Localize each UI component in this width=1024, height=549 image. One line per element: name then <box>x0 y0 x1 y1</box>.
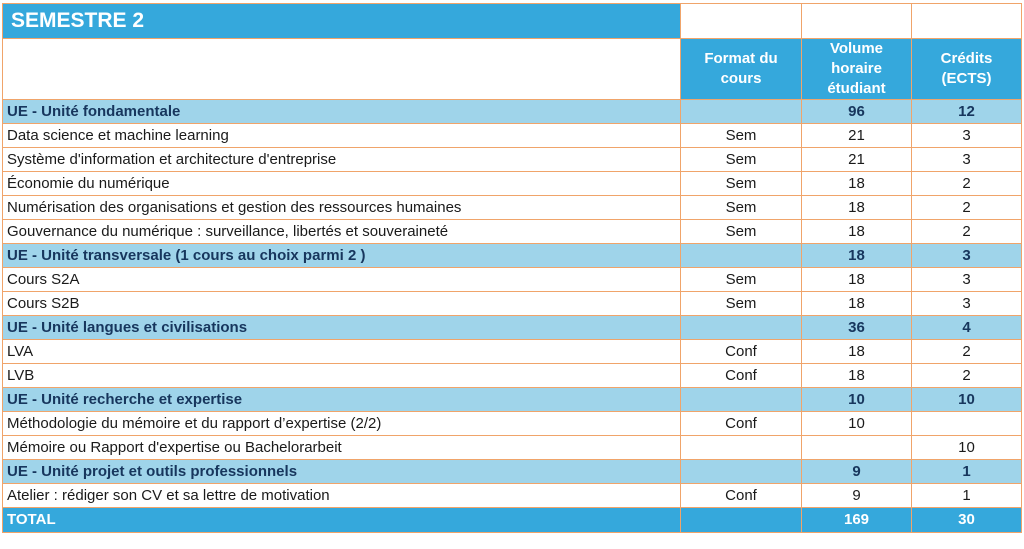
credits-cell: 10 <box>912 388 1022 412</box>
course-label: Économie du numérique <box>3 172 681 196</box>
credits-cell: 1 <box>912 484 1022 508</box>
format-cell <box>681 460 802 484</box>
course-label: Data science et machine learning <box>3 124 681 148</box>
header-format-line1: Format du <box>704 50 778 67</box>
credits-cell: 2 <box>912 220 1022 244</box>
format-cell <box>681 316 802 340</box>
format-cell: Conf <box>681 484 802 508</box>
volume-cell: 18 <box>802 220 912 244</box>
blank-cell <box>802 4 912 39</box>
credits-cell: 2 <box>912 172 1022 196</box>
course-row <box>3 124 1022 148</box>
course-row <box>3 220 1022 244</box>
header-volume-line3: étudiant <box>827 80 886 97</box>
credits-cell: 1 <box>912 460 1022 484</box>
total-format <box>681 508 802 533</box>
format-cell: Sem <box>681 124 802 148</box>
format-cell: Sem <box>681 292 802 316</box>
course-label: Gouvernance du numérique : surveillance, libertés et souveraineté <box>3 220 681 244</box>
format-cell: Sem <box>681 148 802 172</box>
course-label: LVA <box>3 340 681 364</box>
header-credits-line1: Crédits <box>940 50 993 67</box>
ue-row <box>3 244 1022 268</box>
volume-cell: 18 <box>802 172 912 196</box>
volume-cell: 9 <box>802 484 912 508</box>
ue-row <box>3 100 1022 124</box>
course-label: Cours S2A <box>3 268 681 292</box>
volume-cell: 96 <box>802 100 912 124</box>
course-label: Système d'information et architecture d'entreprise <box>3 148 681 172</box>
ue-row <box>3 316 1022 340</box>
volume-cell: 18 <box>802 244 912 268</box>
course-label: Cours S2B <box>3 292 681 316</box>
volume-cell: 21 <box>802 124 912 148</box>
course-row <box>3 364 1022 388</box>
ue-label: UE - Unité recherche et expertise <box>3 388 681 412</box>
credits-cell: 4 <box>912 316 1022 340</box>
course-row <box>3 268 1022 292</box>
format-cell: Sem <box>681 220 802 244</box>
course-row <box>3 412 1022 436</box>
header-credits <box>912 39 1022 100</box>
volume-cell: 18 <box>802 364 912 388</box>
credits-cell: 3 <box>912 148 1022 172</box>
format-cell: Sem <box>681 172 802 196</box>
header-format-line2: cours <box>720 70 762 87</box>
credits-cell <box>912 412 1022 436</box>
header-volume <box>802 39 912 100</box>
header-format <box>681 39 802 100</box>
volume-cell: 18 <box>802 268 912 292</box>
volume-cell <box>802 436 912 460</box>
format-cell: Conf <box>681 412 802 436</box>
curriculum-table <box>2 3 1022 533</box>
course-row <box>3 148 1022 172</box>
volume-cell: 36 <box>802 316 912 340</box>
credits-cell: 10 <box>912 436 1022 460</box>
format-cell <box>681 244 802 268</box>
column-header-row <box>3 39 1022 100</box>
total-volume: 169 <box>802 508 912 533</box>
course-label: Numérisation des organisations et gestion des ressources humaines <box>3 196 681 220</box>
blank-cell <box>912 4 1022 39</box>
course-row <box>3 340 1022 364</box>
ue-label: UE - Unité transversale (1 cours au choix parmi 2 ) <box>3 244 681 268</box>
format-cell: Conf <box>681 340 802 364</box>
course-label: Mémoire ou Rapport d'expertise ou Bachelorarbeit <box>3 436 681 460</box>
course-label: LVB <box>3 364 681 388</box>
credits-cell: 2 <box>912 364 1022 388</box>
format-cell: Sem <box>681 196 802 220</box>
volume-cell: 18 <box>802 292 912 316</box>
course-row <box>3 172 1022 196</box>
header-volume-line2: horaire <box>831 60 882 77</box>
total-row <box>3 508 1022 533</box>
ue-label: UE - Unité fondamentale <box>3 100 681 124</box>
ue-row <box>3 388 1022 412</box>
course-row <box>3 196 1022 220</box>
volume-cell: 10 <box>802 412 912 436</box>
semester-title-row <box>3 4 1022 39</box>
course-label: Atelier : rédiger son CV et sa lettre de motivation <box>3 484 681 508</box>
total-label: TOTAL <box>3 508 681 533</box>
format-cell <box>681 388 802 412</box>
volume-cell: 9 <box>802 460 912 484</box>
format-cell <box>681 100 802 124</box>
semester-title: SEMESTRE 2 <box>3 4 681 39</box>
total-credits: 30 <box>912 508 1022 533</box>
credits-cell: 3 <box>912 292 1022 316</box>
header-credits-line2: (ECTS) <box>941 70 992 87</box>
volume-cell: 18 <box>802 340 912 364</box>
volume-cell: 18 <box>802 196 912 220</box>
course-row <box>3 484 1022 508</box>
credits-cell: 2 <box>912 340 1022 364</box>
course-row <box>3 292 1022 316</box>
format-cell <box>681 436 802 460</box>
format-cell: Conf <box>681 364 802 388</box>
ue-label: UE - Unité langues et civilisations <box>3 316 681 340</box>
credits-cell: 3 <box>912 124 1022 148</box>
header-volume-line1: Volume <box>829 40 884 57</box>
credits-cell: 2 <box>912 196 1022 220</box>
volume-cell: 10 <box>802 388 912 412</box>
course-row <box>3 436 1022 460</box>
credits-cell: 3 <box>912 244 1022 268</box>
blank-header-cell <box>3 39 681 100</box>
blank-cell <box>681 4 802 39</box>
credits-cell: 12 <box>912 100 1022 124</box>
format-cell: Sem <box>681 268 802 292</box>
course-label: Méthodologie du mémoire et du rapport d’expertise (2/2) <box>3 412 681 436</box>
credits-cell: 3 <box>912 268 1022 292</box>
ue-row <box>3 460 1022 484</box>
volume-cell: 21 <box>802 148 912 172</box>
ue-label: UE - Unité projet et outils professionnels <box>3 460 681 484</box>
